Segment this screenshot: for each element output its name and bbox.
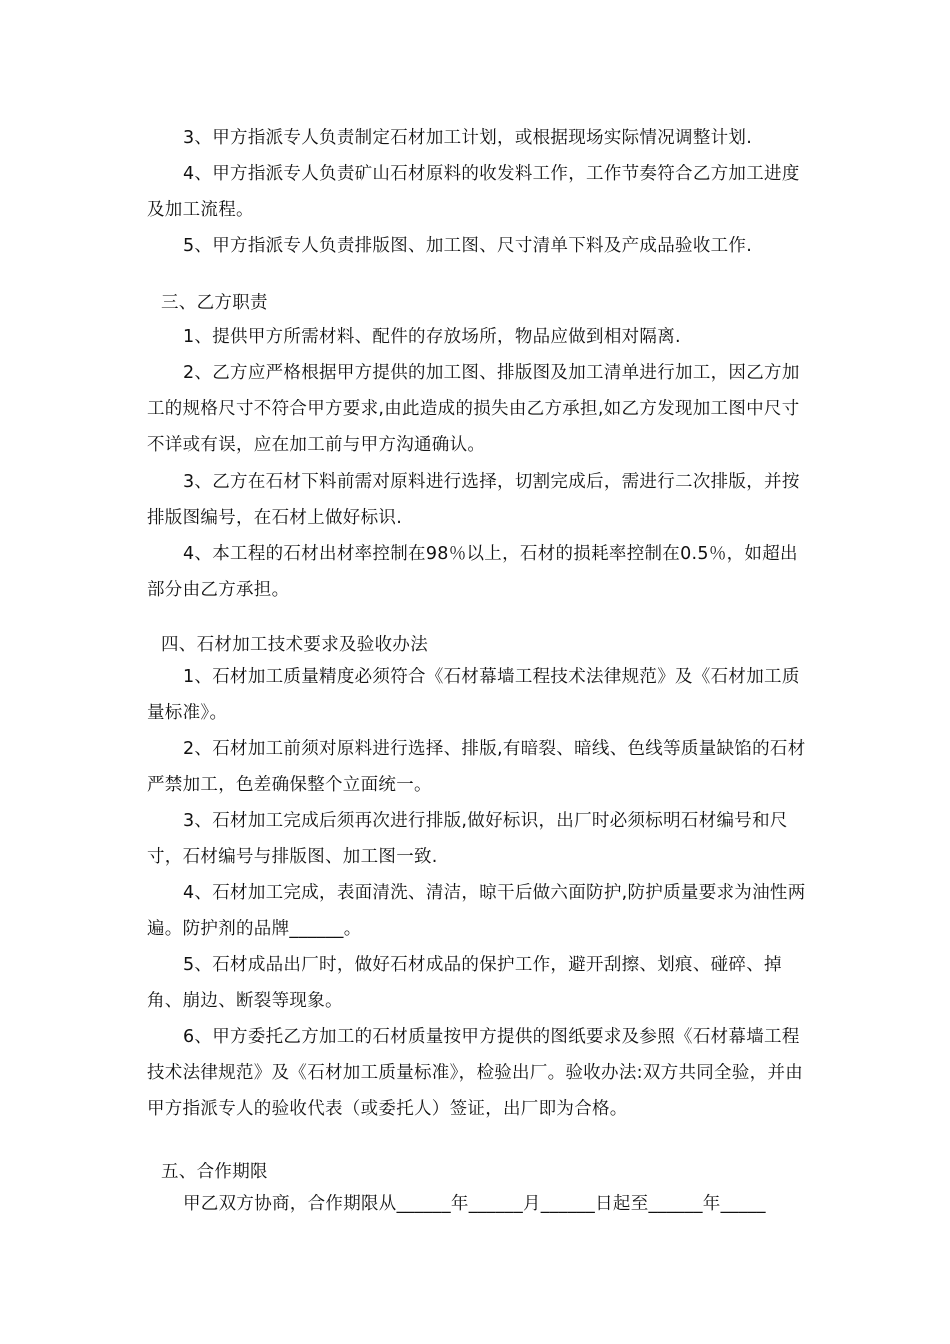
paragraph: 3、石材加工完成后须再次进行排版,做好标识，出厂时必须标明石材编号和尺寸，石材编号与排版图、加工图一致.	[147, 811, 788, 867]
paragraph: 1、提供甲方所需材料、配件的存放场所，物品应做到相对隔离.	[183, 327, 681, 347]
paragraph: 2、乙方应严格根据甲方提供的加工图、排版图及加工清单进行加工，因乙方加工的规格尺寸不符合甲方要求,由此造成的损失由乙方承担,如乙方发现加工图中尺寸不详或有误，应在加工前与甲方沟通确认。	[147, 363, 800, 455]
section-heading: 三、乙方职责	[161, 293, 268, 313]
paragraph: 4、本工程的石材出材率控制在98％以上，石材的损耗率控制在0.5％，如超出部分由乙方承担。	[147, 544, 798, 600]
paragraph: 4、石材加工完成，表面清洗、清洁，晾干后做六面防护,防护质量要求为油性两遍。防护剂的品牌______。	[147, 883, 806, 939]
paragraph: 5、石材成品出厂时，做好石材成品的保护工作，避开刮擦、划痕、碰碎、掉角、崩边、断裂等现象。	[147, 955, 782, 1011]
paragraph: 6、甲方委托乙方加工的石材质量按甲方提供的图纸要求及参照《石材幕墙工程技术法律规范》及《石材加工质量标准》，检验出厂。验收办法:双方共同全验，并由甲方指派专人的验收代表（或委托人）签证，出厂即为合格。	[147, 1027, 804, 1119]
paragraph: 甲乙双方协商，合作期限从______年______月______日起至______年_____	[183, 1194, 766, 1214]
paragraph: 4、甲方指派专人负责矿山石材原料的收发料工作，工作节奏符合乙方加工进度及加工流程。	[147, 164, 800, 220]
paragraph: 3、乙方在石材下料前需对原料进行选择，切割完成后，需进行二次排版，并按排版图编号，在石材上做好标识.	[147, 472, 800, 528]
section-heading: 五、合作期限	[161, 1162, 268, 1182]
paragraph: 1、石材加工质量精度必须符合《石材幕墙工程技术法律规范》及《石材加工质量标准》。	[147, 667, 800, 723]
paragraph: 5、甲方指派专人负责排版图、加工图、尺寸清单下料及产成品验收工作.	[183, 236, 753, 256]
paragraph: 3、甲方指派专人负责制定石材加工计划，或根据现场实际情况调整计划.	[183, 128, 753, 148]
paragraph: 2、石材加工前须对原料进行选择、排版,有暗裂、暗线、色线等质量缺馅的石材严禁加工，色差确保整个立面统一。	[147, 739, 806, 795]
section-heading: 四、石材加工技术要求及验收办法	[161, 635, 428, 655]
